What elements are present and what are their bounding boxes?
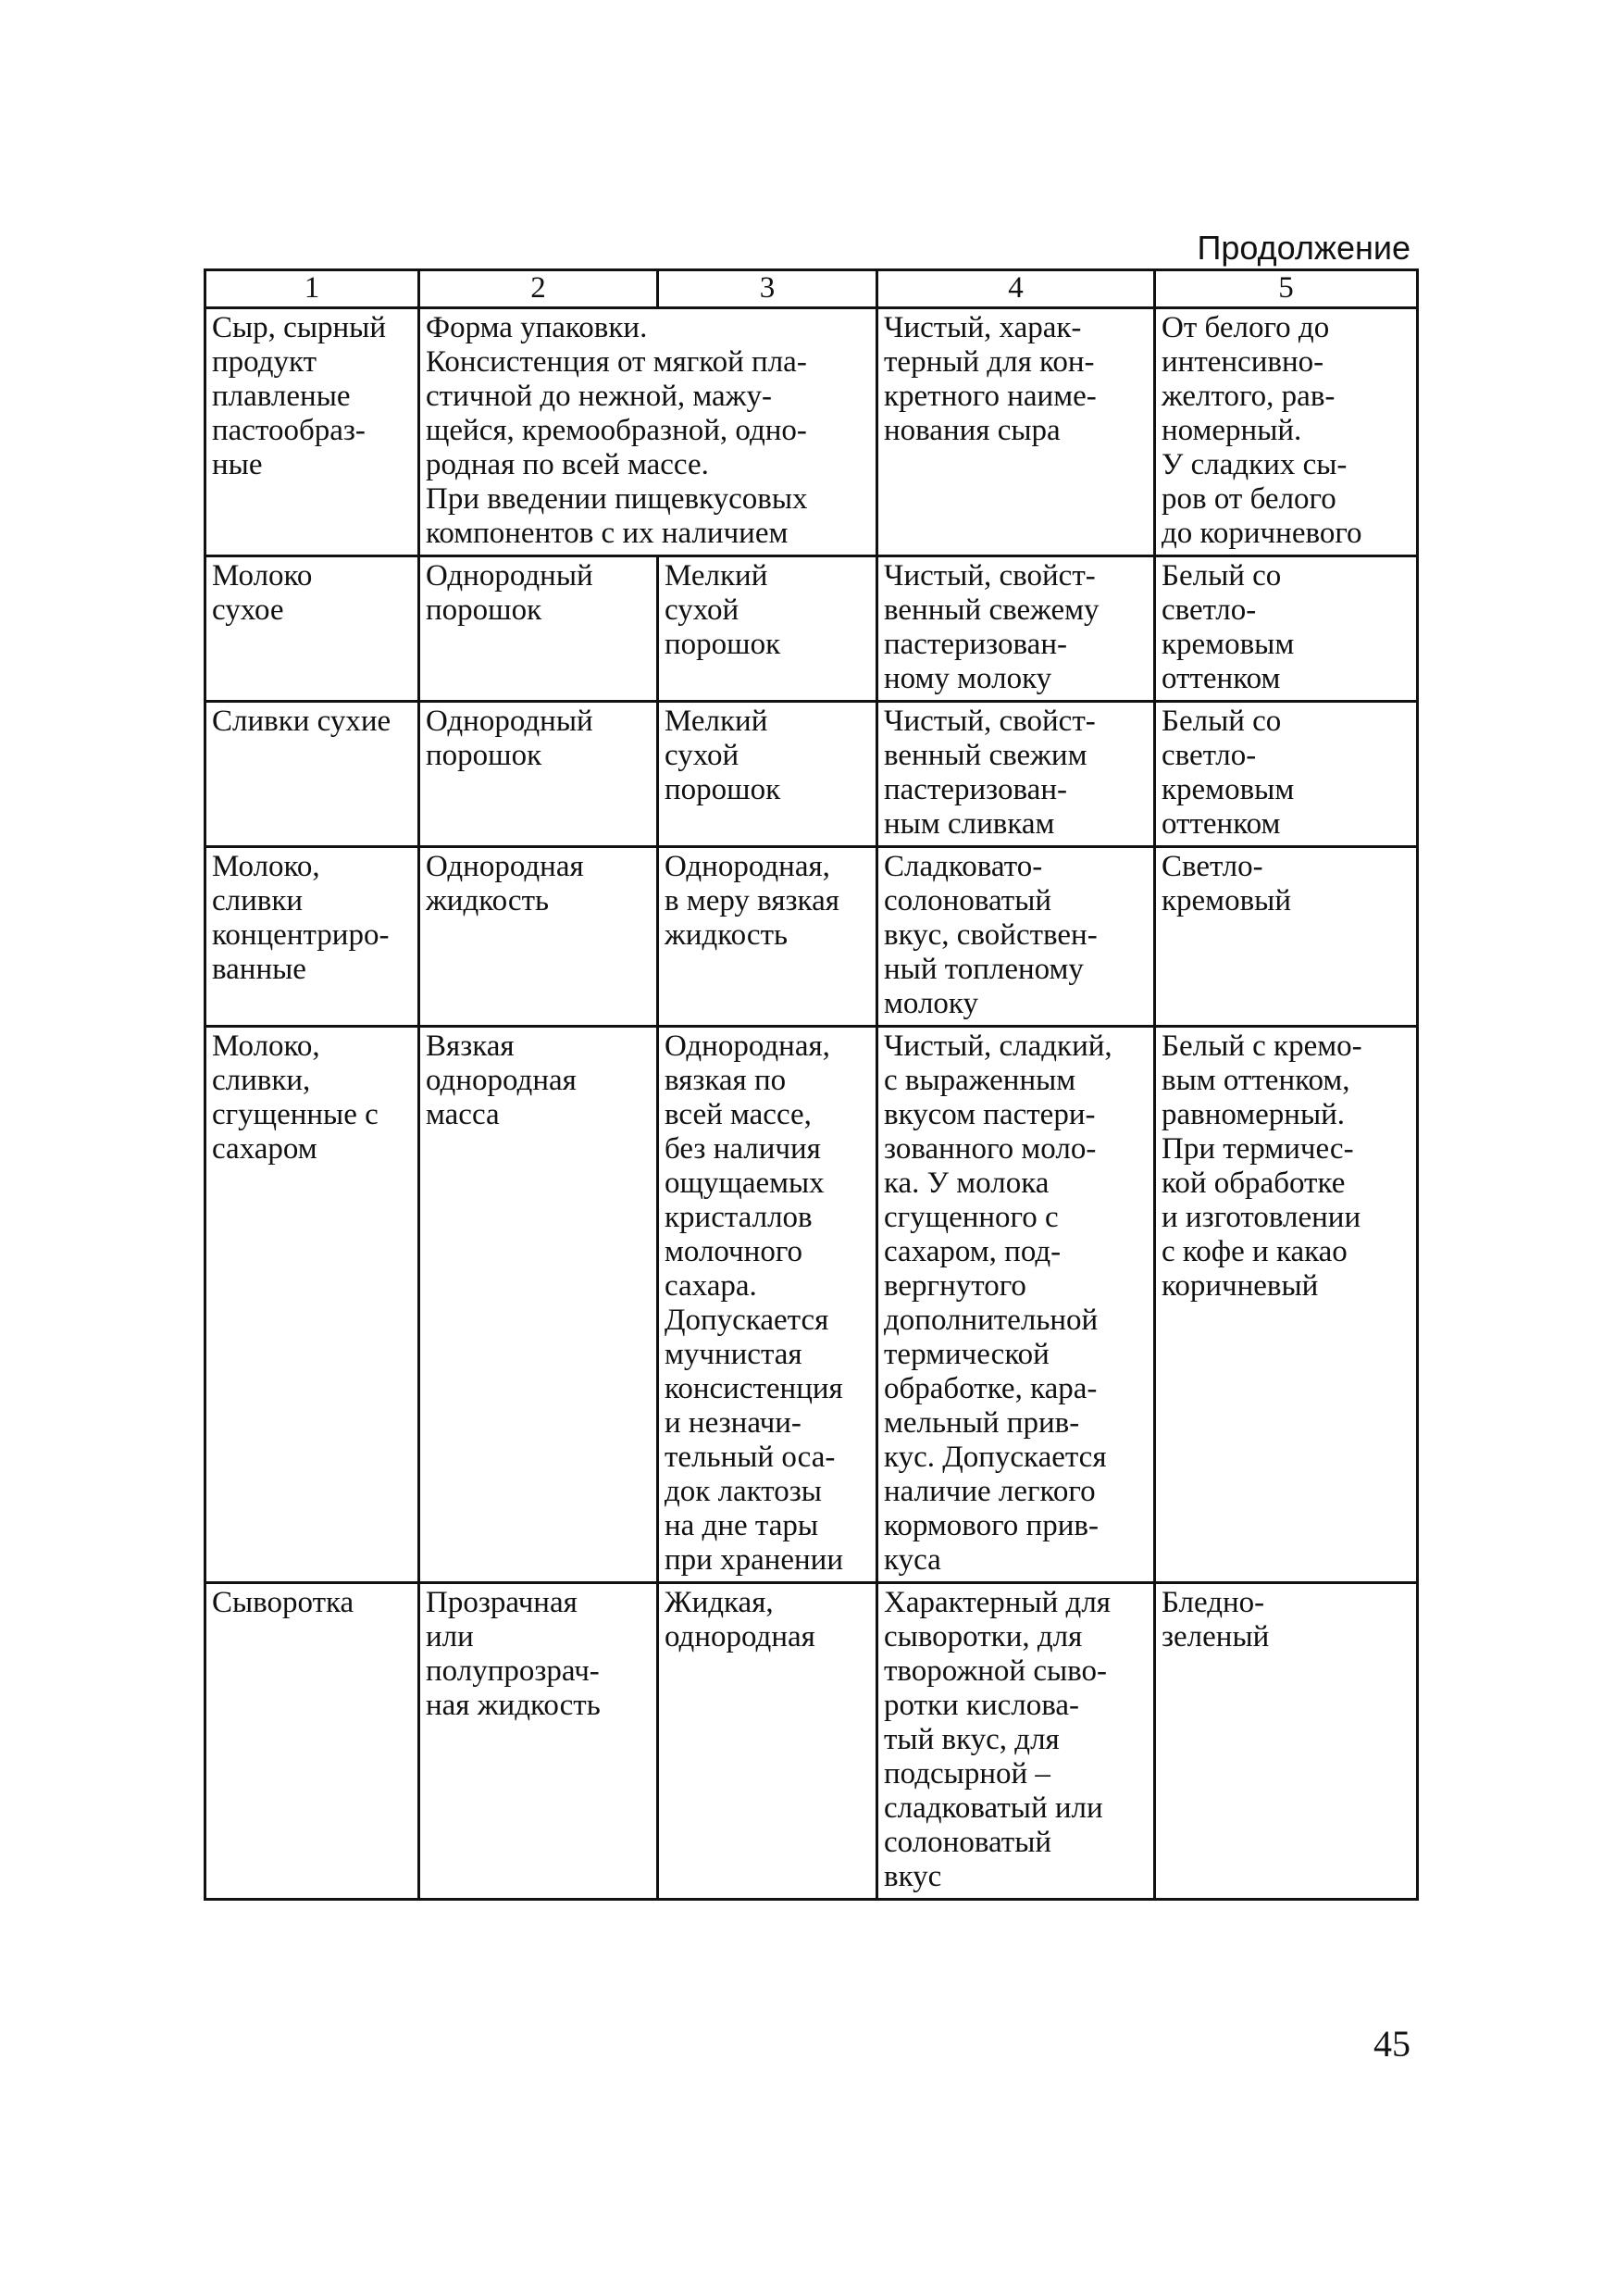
table-row <box>205 1027 1418 1583</box>
appearance-cell: Вязкая однородная масса <box>419 1027 658 1583</box>
appearance-consistency-cell: Форма упаковки. Консистенция от мягкой пла- стичной до нежной, мажу- щейся, кремообразной, одно- родная по всей массе. При введении пищевкусовых компонентов с их наличием <box>419 308 877 556</box>
appearance-cell: Однородный порошок <box>419 702 658 847</box>
continuation-label: Продолжение <box>1197 229 1410 267</box>
table-header-row <box>205 270 1418 308</box>
product-cell: Сыворотка <box>205 1583 419 1900</box>
taste-smell-cell: Характерный для сыворотки, для творожной сыво- ротки кислова- тый вкус, для подсырной – сладковатый или солоноватый вкус <box>877 1583 1155 1900</box>
column-number-4: 4 <box>877 270 1155 308</box>
consistency-cell: Однородная, вязкая по всей массе, без наличия ощущаемых кристаллов молочного сахара. Допускается мучнистая консистенция и незначи- тельный оса- док лактозы на дне тары при хранении <box>658 1027 877 1583</box>
product-cell: Молоко, сливки, сгущенные с сахаром <box>205 1027 419 1583</box>
color-cell: Светло- кремовый <box>1155 847 1418 1027</box>
appearance-cell: Однородный порошок <box>419 556 658 702</box>
consistency-cell: Жидкая, однородная <box>658 1583 877 1900</box>
taste-smell-cell: Чистый, свойст- венный свежим пастеризован- ным сливкам <box>877 702 1155 847</box>
color-cell: Белый со светло- кремовым оттенком <box>1155 702 1418 847</box>
taste-smell-cell: Чистый, сладкий, с выраженным вкусом пастери- зованного моло- ка. У молока сгущенного с сахаром, под- вергнутого дополнительной термической обработке, кара- мельный прив- кус. Допускается наличие легкого кормового прив- куса <box>877 1027 1155 1583</box>
product-cell: Сливки сухие <box>205 702 419 847</box>
table-row <box>205 702 1418 847</box>
taste-smell-cell: Чистый, харак- терный для кон- кретного наиме- нования сыра <box>877 308 1155 556</box>
appearance-cell: Прозрачная или полупрозрач- ная жидкость <box>419 1583 658 1900</box>
consistency-cell: Мелкий сухой порошок <box>658 702 877 847</box>
product-cell: Сыр, сырный продукт плавленые пастообраз- ные <box>205 308 419 556</box>
column-number-1: 1 <box>205 270 419 308</box>
table-row <box>205 1583 1418 1900</box>
taste-smell-cell: Сладковато- солоноватый вкус, свойствен- ный топленому молоку <box>877 847 1155 1027</box>
column-number-5: 5 <box>1155 270 1418 308</box>
product-cell: Молоко, сливки концентриро- ванные <box>205 847 419 1027</box>
column-number-2: 2 <box>419 270 658 308</box>
table-row <box>205 308 1418 556</box>
table-row <box>205 556 1418 702</box>
color-cell: Белый с кремо- вым оттенком, равномерный. При термичес- кой обработке и изготовлении с кофе и какао коричневый <box>1155 1027 1418 1583</box>
consistency-cell: Однородная, в меру вязкая жидкость <box>658 847 877 1027</box>
taste-smell-cell: Чистый, свойст- венный свежему пастеризован- ному молоку <box>877 556 1155 702</box>
page-number: 45 <box>1373 2023 1410 2065</box>
dairy-specification-table <box>204 268 1419 1901</box>
product-cell: Молоко сухое <box>205 556 419 702</box>
table-row <box>205 847 1418 1027</box>
color-cell: Белый со светло- кремовым оттенком <box>1155 556 1418 702</box>
color-cell: От белого до интенсивно- желтого, рав- номерный. У сладких сы- ров от белого до коричневого <box>1155 308 1418 556</box>
column-number-3: 3 <box>658 270 877 308</box>
appearance-cell: Однородная жидкость <box>419 847 658 1027</box>
color-cell: Бледно- зеленый <box>1155 1583 1418 1900</box>
consistency-cell: Мелкий сухой порошок <box>658 556 877 702</box>
